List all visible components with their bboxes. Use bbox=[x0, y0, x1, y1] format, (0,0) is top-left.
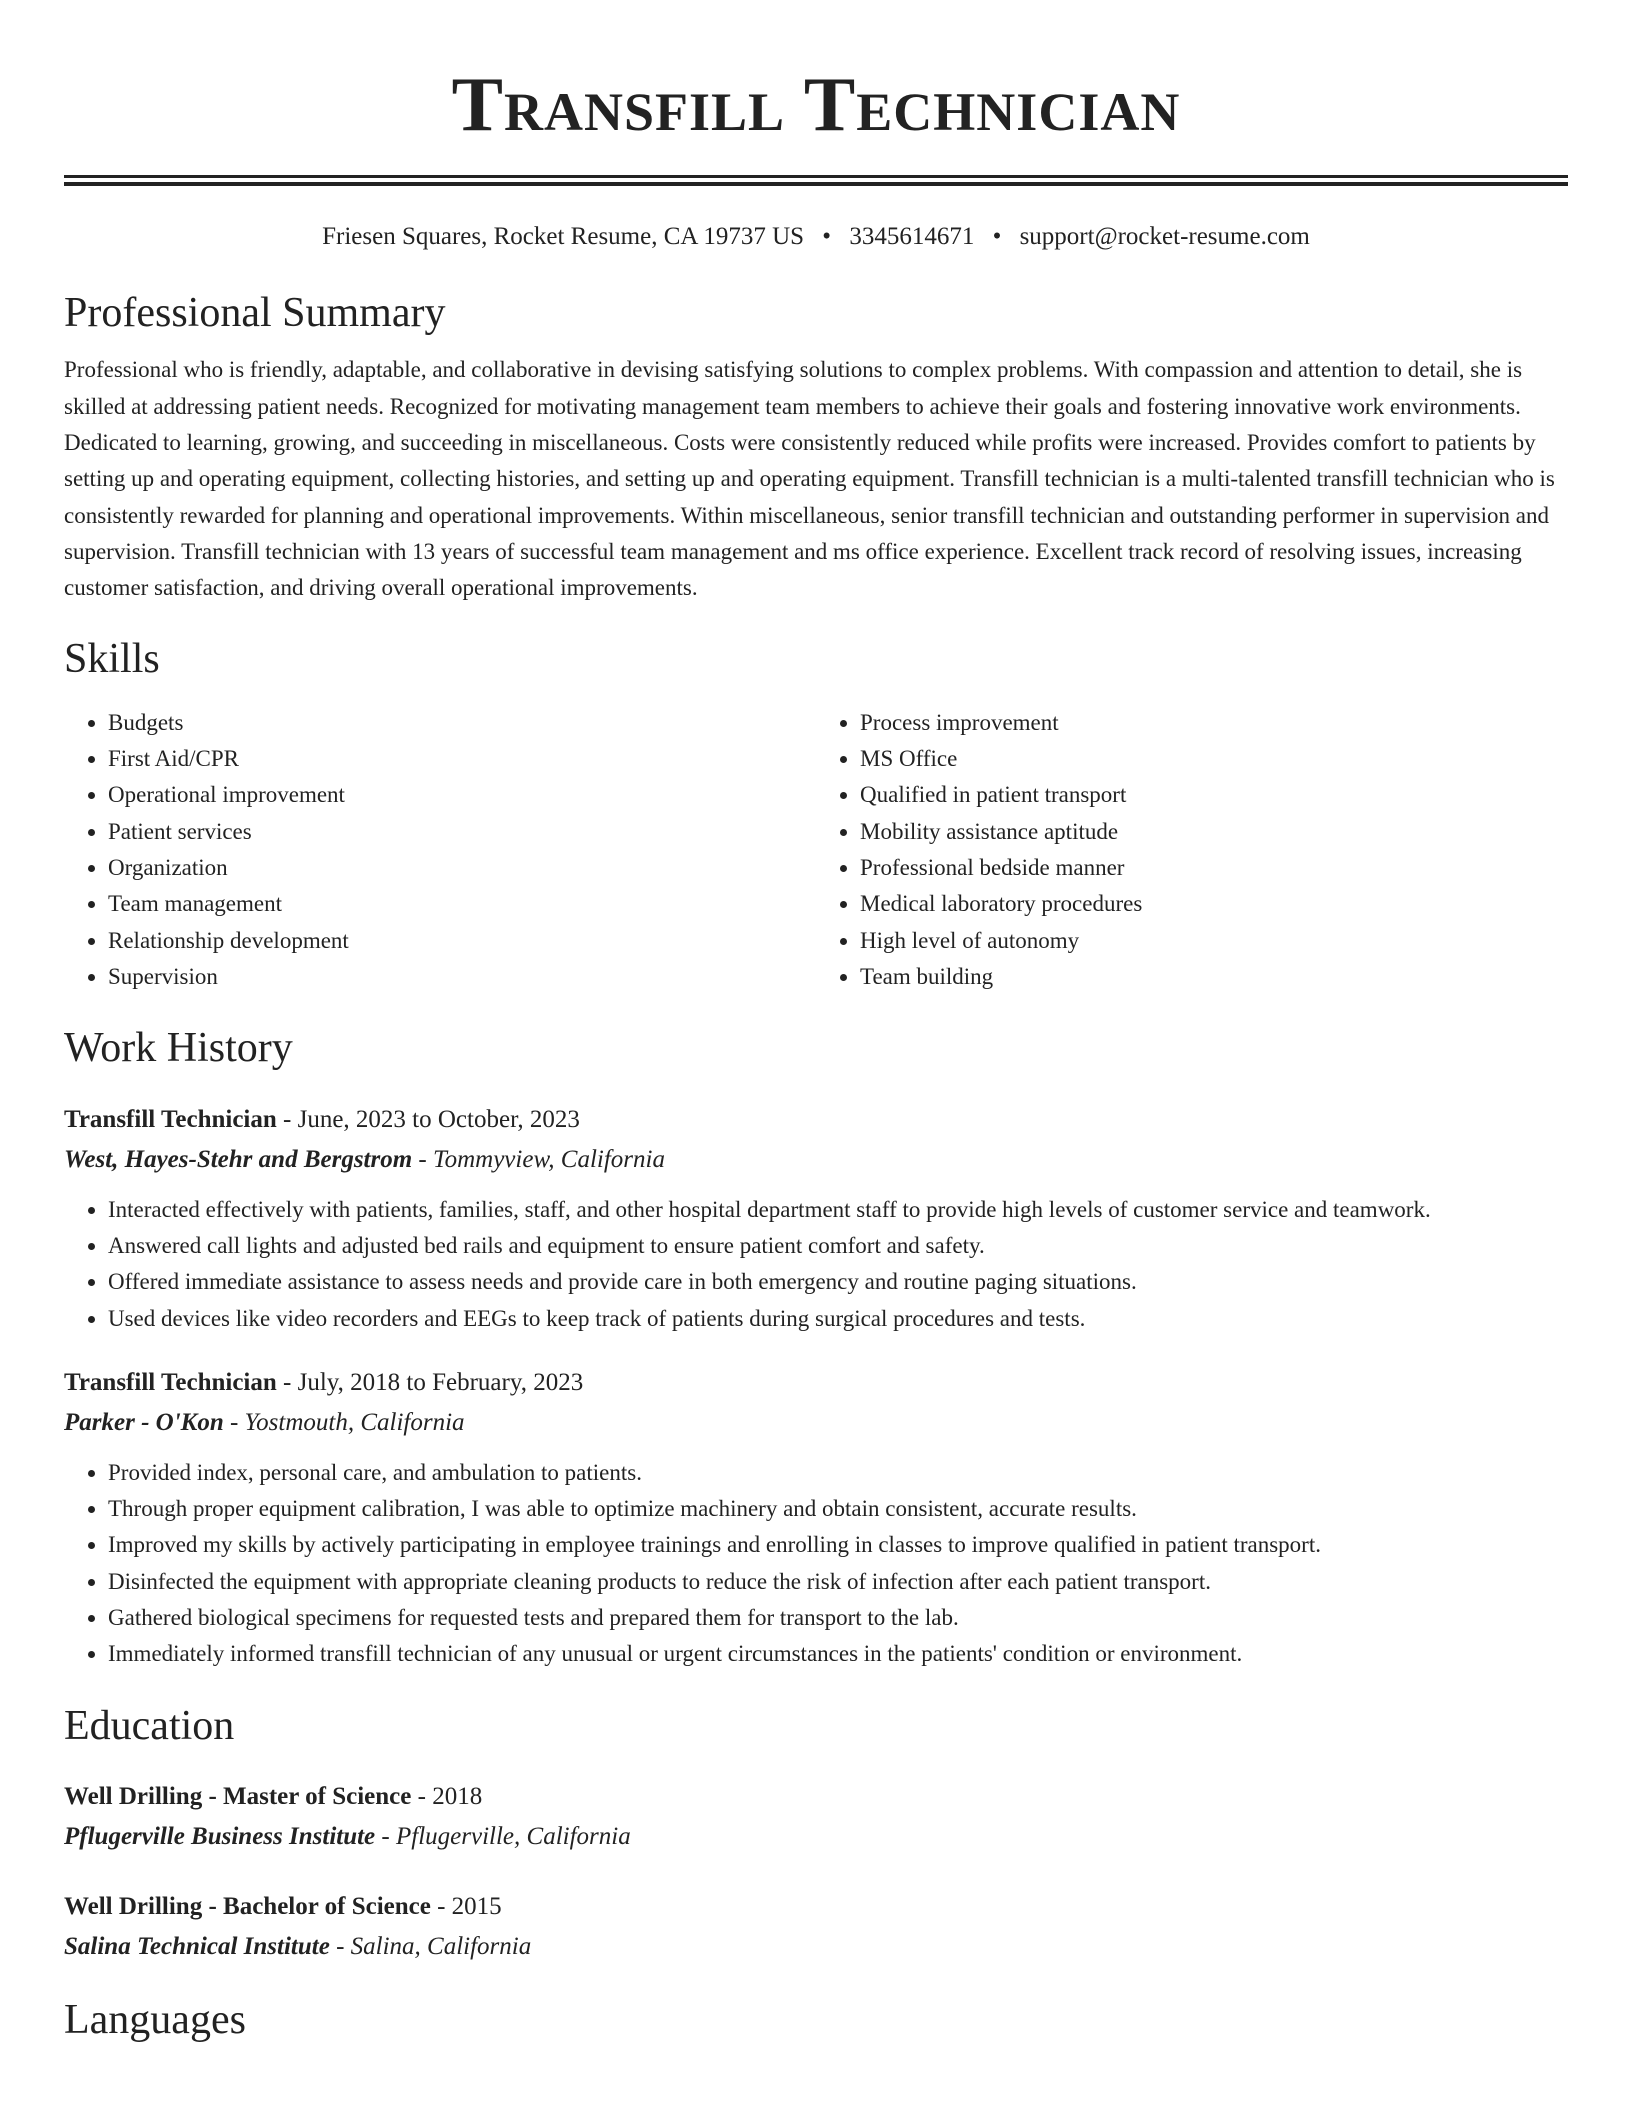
skills-column-right bbox=[816, 705, 1568, 995]
skill-item: • Supervision bbox=[108, 959, 816, 995]
job-bullet: • Through proper equipment calibration, I was able to optimize machinery and obtain consistent, accurate results. bbox=[108, 1491, 1568, 1527]
job-bullet: • Interacted effectively with patients, families, staff, and other hospital department staff to provide high levels of customer service and teamwork. bbox=[108, 1192, 1568, 1228]
contact-email: support@rocket-resume.com bbox=[1019, 223, 1310, 250]
contact-line bbox=[64, 222, 1568, 252]
job-bullet: • Disinfected the equipment with appropriate cleaning products to reduce the risk of infection after each patient transport. bbox=[108, 1564, 1568, 1600]
languages-heading: Languages bbox=[64, 1996, 246, 2043]
summary-heading: Professional Summary bbox=[64, 290, 446, 336]
skill-item: • First Aid/CPR bbox=[108, 741, 816, 777]
education-school-line bbox=[64, 1817, 1568, 1857]
education-entry bbox=[64, 1887, 1568, 1967]
resume-title: Transfill Technician bbox=[451, 61, 1181, 147]
job-title-line bbox=[64, 1363, 1568, 1403]
job-bullet: • Provided index, personal care, and ambulation to patients. bbox=[108, 1455, 1568, 1491]
education-school: Salina Technical Institute bbox=[64, 1932, 330, 1960]
job-bullet: • Immediately informed transfill technician of any unusual or urgent circumstances in the patients' condition or environment. bbox=[108, 1636, 1568, 1672]
education-degree-line bbox=[64, 1777, 1568, 1817]
contact-address: Friesen Squares, Rocket Resume, CA 19737 US bbox=[322, 223, 805, 250]
job-employer-line bbox=[64, 1403, 1568, 1443]
job-company: Parker - O'Kon bbox=[64, 1408, 224, 1436]
job-bullets bbox=[64, 1192, 1568, 1337]
skills-heading: Skills bbox=[64, 636, 160, 683]
skill-item: • Process improvement bbox=[860, 705, 1568, 741]
skill-item: • Relationship development bbox=[108, 923, 816, 959]
job-bullet: • Used devices like video recorders and EEGs to keep track of patients during surgical procedures and tests. bbox=[108, 1301, 1568, 1337]
job-title: Transfill Technician bbox=[64, 1368, 277, 1396]
skill-item: • MS Office bbox=[860, 741, 1568, 777]
job-bullet: • Improved my skills by actively participating in employee trainings and enrolling in classes to improve qualified in patient transport. bbox=[108, 1527, 1568, 1563]
education-location: - Pflugerville, California bbox=[375, 1822, 631, 1850]
education-degree: Well Drilling - Master of Science bbox=[64, 1782, 412, 1810]
education-heading: Education bbox=[64, 1702, 235, 1749]
education-year: - 2015 bbox=[430, 1892, 502, 1920]
job-title: Transfill Technician bbox=[64, 1105, 277, 1133]
work-history-heading: Work History bbox=[64, 1025, 293, 1072]
job-title-line bbox=[64, 1100, 1568, 1140]
skill-item: • Professional bedside manner bbox=[860, 850, 1568, 886]
skills-column-left bbox=[64, 705, 816, 995]
education-location: - Salina, California bbox=[329, 1932, 532, 1960]
skill-item: • Medical laboratory procedures bbox=[860, 886, 1568, 922]
job-bullets bbox=[64, 1455, 1568, 1673]
skill-item: • Operational improvement bbox=[108, 777, 816, 813]
job-dates: - June, 2023 to October, 2023 bbox=[276, 1105, 580, 1133]
skill-item: • Organization bbox=[108, 850, 816, 886]
education-school: Pflugerville Business Institute bbox=[64, 1822, 376, 1850]
skills-list bbox=[64, 705, 1568, 995]
job-company: West, Hayes-Stehr and Bergstrom bbox=[64, 1145, 413, 1173]
contact-phone: 3345614671 bbox=[849, 223, 975, 250]
job-bullet: • Offered immediate assistance to assess needs and provide care in both emergency and routine paging situations. bbox=[108, 1264, 1568, 1300]
contact-separator: • bbox=[992, 223, 1002, 250]
job-entry bbox=[64, 1363, 1568, 1673]
skill-item: • Qualified in patient transport bbox=[860, 777, 1568, 813]
contact-separator: • bbox=[822, 223, 832, 250]
job-location: - Yostmouth, California bbox=[223, 1408, 465, 1436]
job-bullet: • Answered call lights and adjusted bed rails and equipment to ensure patient comfort and safety. bbox=[108, 1228, 1568, 1264]
skill-item: • High level of autonomy bbox=[860, 923, 1568, 959]
skill-item: • Patient services bbox=[108, 814, 816, 850]
skill-item: • Team management bbox=[108, 886, 816, 922]
education-entry bbox=[64, 1777, 1568, 1857]
job-bullet: • Gathered biological specimens for requested tests and prepared them for transport to the lab. bbox=[108, 1600, 1568, 1636]
summary-text: Professional who is friendly, adaptable, and collaborative in devising satisfying solutions to complex problems. With compassion and attention to detail, she is skilled at addressing patient needs. Recognized for motivating management team members to achieve their goals and fostering innovative work environments. Dedicated to learning, growing, and succeeding in miscellaneous. Costs were consistently reduced while profits were increased. Provides comfort to patients by setting up and operating equipment, collecting histories, and setting up and operating equipment. Transfill technician is a multi-talented transfill technician who is consistently rewarded for planning and operational improvements. Within miscellaneous, senior transfill technician and outstanding performer in supervision and supervision. Transfill technician with 13 years of successful team management and ms office experience. Excellent track record of resolving issues, increasing customer satisfaction, and driving overall operational improvements. bbox=[64, 357, 1555, 601]
skill-item: • Mobility assistance aptitude bbox=[860, 814, 1568, 850]
job-location: - Tommyview, California bbox=[412, 1145, 665, 1173]
skill-item: • Team building bbox=[860, 959, 1568, 995]
education-year: - 2018 bbox=[411, 1782, 483, 1810]
education-degree-line bbox=[64, 1887, 1568, 1927]
header-double-rule bbox=[64, 175, 1568, 186]
job-dates: - July, 2018 to February, 2023 bbox=[276, 1368, 584, 1396]
job-employer-line bbox=[64, 1140, 1568, 1180]
education-school-line bbox=[64, 1927, 1568, 1967]
education-degree: Well Drilling - Bachelor of Science bbox=[64, 1892, 431, 1920]
job-entry bbox=[64, 1100, 1568, 1337]
skill-item: • Budgets bbox=[108, 705, 816, 741]
